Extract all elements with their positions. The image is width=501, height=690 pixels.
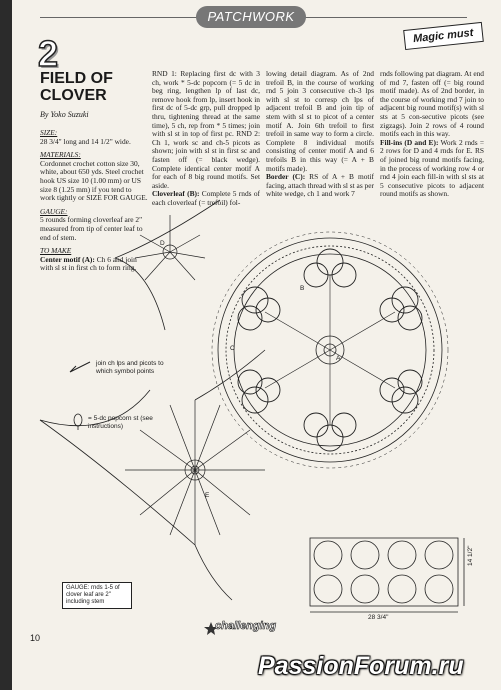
gauge-text: 5 rounds forming cloverleaf are 2" measured from tip of center leaf to end of stem. [40,215,143,242]
label-e: E [205,492,210,499]
big-motif-paragraph: rnds following pat diagram. At end of rnd 7, fasten off (= big round motif made). As of 2nd border, in the course of working rnd 7 join to adjacent big round motif(s) with sl sts at 5 con-secutive picots (see zigzags). Join 2 rows of 4 round motifs each in this way. [380,69,484,139]
popcorn-stitch-icon [74,414,82,430]
size-text: 28 3/4" long and 14 1/2" wide. [40,136,131,146]
cloverleaf-text: Complete 5 rnds of each cloverleaf (= trefoil) fol- [152,189,260,207]
page-number: 10 [30,633,41,643]
trefoil-paragraph: lowing detail diagram. As of 2nd trefoil B, in the course of working rnd 5 join 3 consecutive ch-3 lps with sl st to corresp ch lps of adjacent trefoil B and join tip of stem with sl st to picot of a center motif A. Join 6th trefoil to first trefoil in same way to form a circle. Complete 8 individual motifs consisting of center motif A and 6 trefoils B in this way (= A + B motifs made). [266,69,374,173]
fill-in-d-motif [115,200,220,330]
rounds-paragraph: RND 1: Replacing first dc with 3 ch, work * 5-dc popcorn (= 5 dc in beg ring, lengthen lp of last dc, remove hook from lp, insert hook in first dc of 5-dc grp, pull dropped lp thru, tightening thread at the same time), 5 ch, rep from * 5 times; join with sl st in top of first pc. RND 2: Ch 1, work sc and ch-5 picots as shown; join with sl st in first sc and fasten off (= black wedge). Complete identical center motif A for each of 8 big round motifs. Set aside. [152,69,260,190]
gauge-note-box: GAUGE: rnds 1-5 of clover leaf are 2" including stem [62,582,132,609]
cloverleaf-label: Cloverleaf (B): [152,189,200,199]
magic-must-badge: Magic must [404,22,484,50]
materials-text: Cordonnet crochet cotton size 30, white, about 650 yds. Steel crochet hook US size 10 (1.00 mm) or US size 8 (1.25 mm) if you tend to work tightly or SIZE FOR GAUGE. [40,158,148,203]
join-legend-text: join ch lps and picots to which symbol points [96,360,164,375]
watermark: PassionForum.ru [258,652,464,680]
join-arrow-icon [70,362,90,372]
schematic-height: 14 1/2" [467,545,474,566]
label-b: B [300,285,305,292]
border-label: Border (C): [266,172,306,182]
center-motif-text: Ch 6 and join with sl st in first ch to form ring. [40,254,137,273]
section-tab: PATCHWORK [196,6,306,28]
materials-label: MATERIALS: [40,150,81,160]
fillins-text: Work 2 rnds = 2 rows for D and 4 rnds for E. RS of joined big round motifs facing, in the process of working row 4 or rnd 4 join each fill-in with sl sts at 5 consecutive picots to adjacent round motifs as shown. [380,137,484,199]
center-motif-label: Center motif (A): [40,254,95,264]
pattern-title: FIELD OF CLOVER [40,70,113,104]
label-d: D [160,240,165,247]
label-a: A [336,355,341,362]
big-round-motif [212,232,448,468]
pattern-number: 2 [38,33,59,74]
fillins-label: Fill-ins (D and E): [380,137,439,147]
schematic-width: 28 3/4" [368,614,389,621]
size-label: SIZE: [40,128,58,137]
popcorn-legend-text: = 5-dc popcorn st (see instructions) [88,415,153,430]
difficulty-label: challenging [215,620,277,632]
fill-in-e-motif [40,350,265,600]
label-c: C [230,345,235,352]
gauge-label: GAUGE: [40,206,68,216]
border-text: RS of A + B motif facing, attach thread with sl st as per white wedge, ch 1 and work 7 [266,172,374,199]
layout-schematic [310,538,464,612]
pattern-author: By Yoko Suzuki [40,110,89,119]
to-make-label: TO MAKE [40,246,72,256]
